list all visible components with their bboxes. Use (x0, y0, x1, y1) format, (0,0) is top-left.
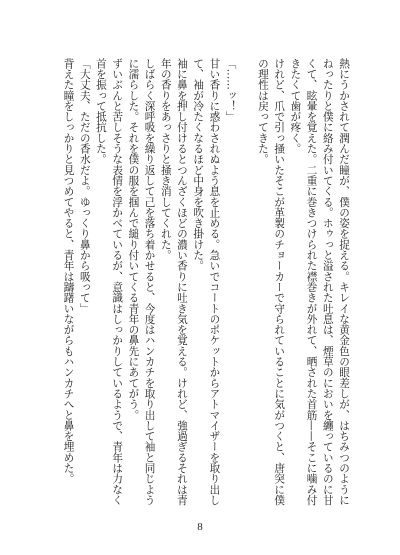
dialogue-2: 「大丈夫、ただの香水だよ。ゆっくり鼻から吸って」 (78, 58, 91, 314)
vertical-text-block (40, 58, 352, 506)
paragraph-2: けれど、爪で引っ掻いたそこが革製のチョーカーで守られていることに気がつくと、唐突に僕の理性は戻ってきた。 (256, 58, 286, 506)
paragraph-5: しばらく深呼吸を繰り返して己を落ち着かせると、今度はハンカチを取り出して袖と同じように濡らした。それを僕の服を掴んで縋り付いてくる青年の鼻先にあてがう。 (127, 58, 156, 506)
paragraph-6: ずいぶんと苦しそうな表情を浮かべているが、意識はしっかりしているようで、青年は力なく首を振って抵抗した。 (94, 58, 124, 506)
blank-line (239, 58, 255, 506)
paragraph-7: 背えた瞳をしっかりと見つめてやると、青年は躊躇いながらもハンカチへと鼻を埋めた。 (62, 58, 75, 484)
page-number: 8 (197, 521, 203, 533)
dialogue-1: 「……ッ！」 (224, 58, 237, 122)
paragraph-3: 甘い香りに惑わされぬよう息を止める。急いでコートのポケットからアトマイザーを取り出して、袖が冷たくなるほど中身を吹き掛けた。 (192, 58, 221, 506)
paragraph-1: 熱にうかされて潤んだ瞳が、僕の姿を捉える。キレイな黄金色の眼差しが、はちみつのようにねったりと僕に絡み付いてくる。ホゥっと溢された吐息は、煙草のにおいを纏っているのに甘くて、眩暈を覚えた。二重に巻きつけられた襟巻きが外れて、晒された首筋——そこに噛み付きたくて歯が疼く。 (289, 58, 350, 506)
paragraph-4: 袖に鼻を押し付けるとつんざくほどの濃い香りに吐き気を覚える。けれど、強過ぎるそれは青年の香りをあっさりと掻き消してくれた。 (159, 58, 188, 506)
